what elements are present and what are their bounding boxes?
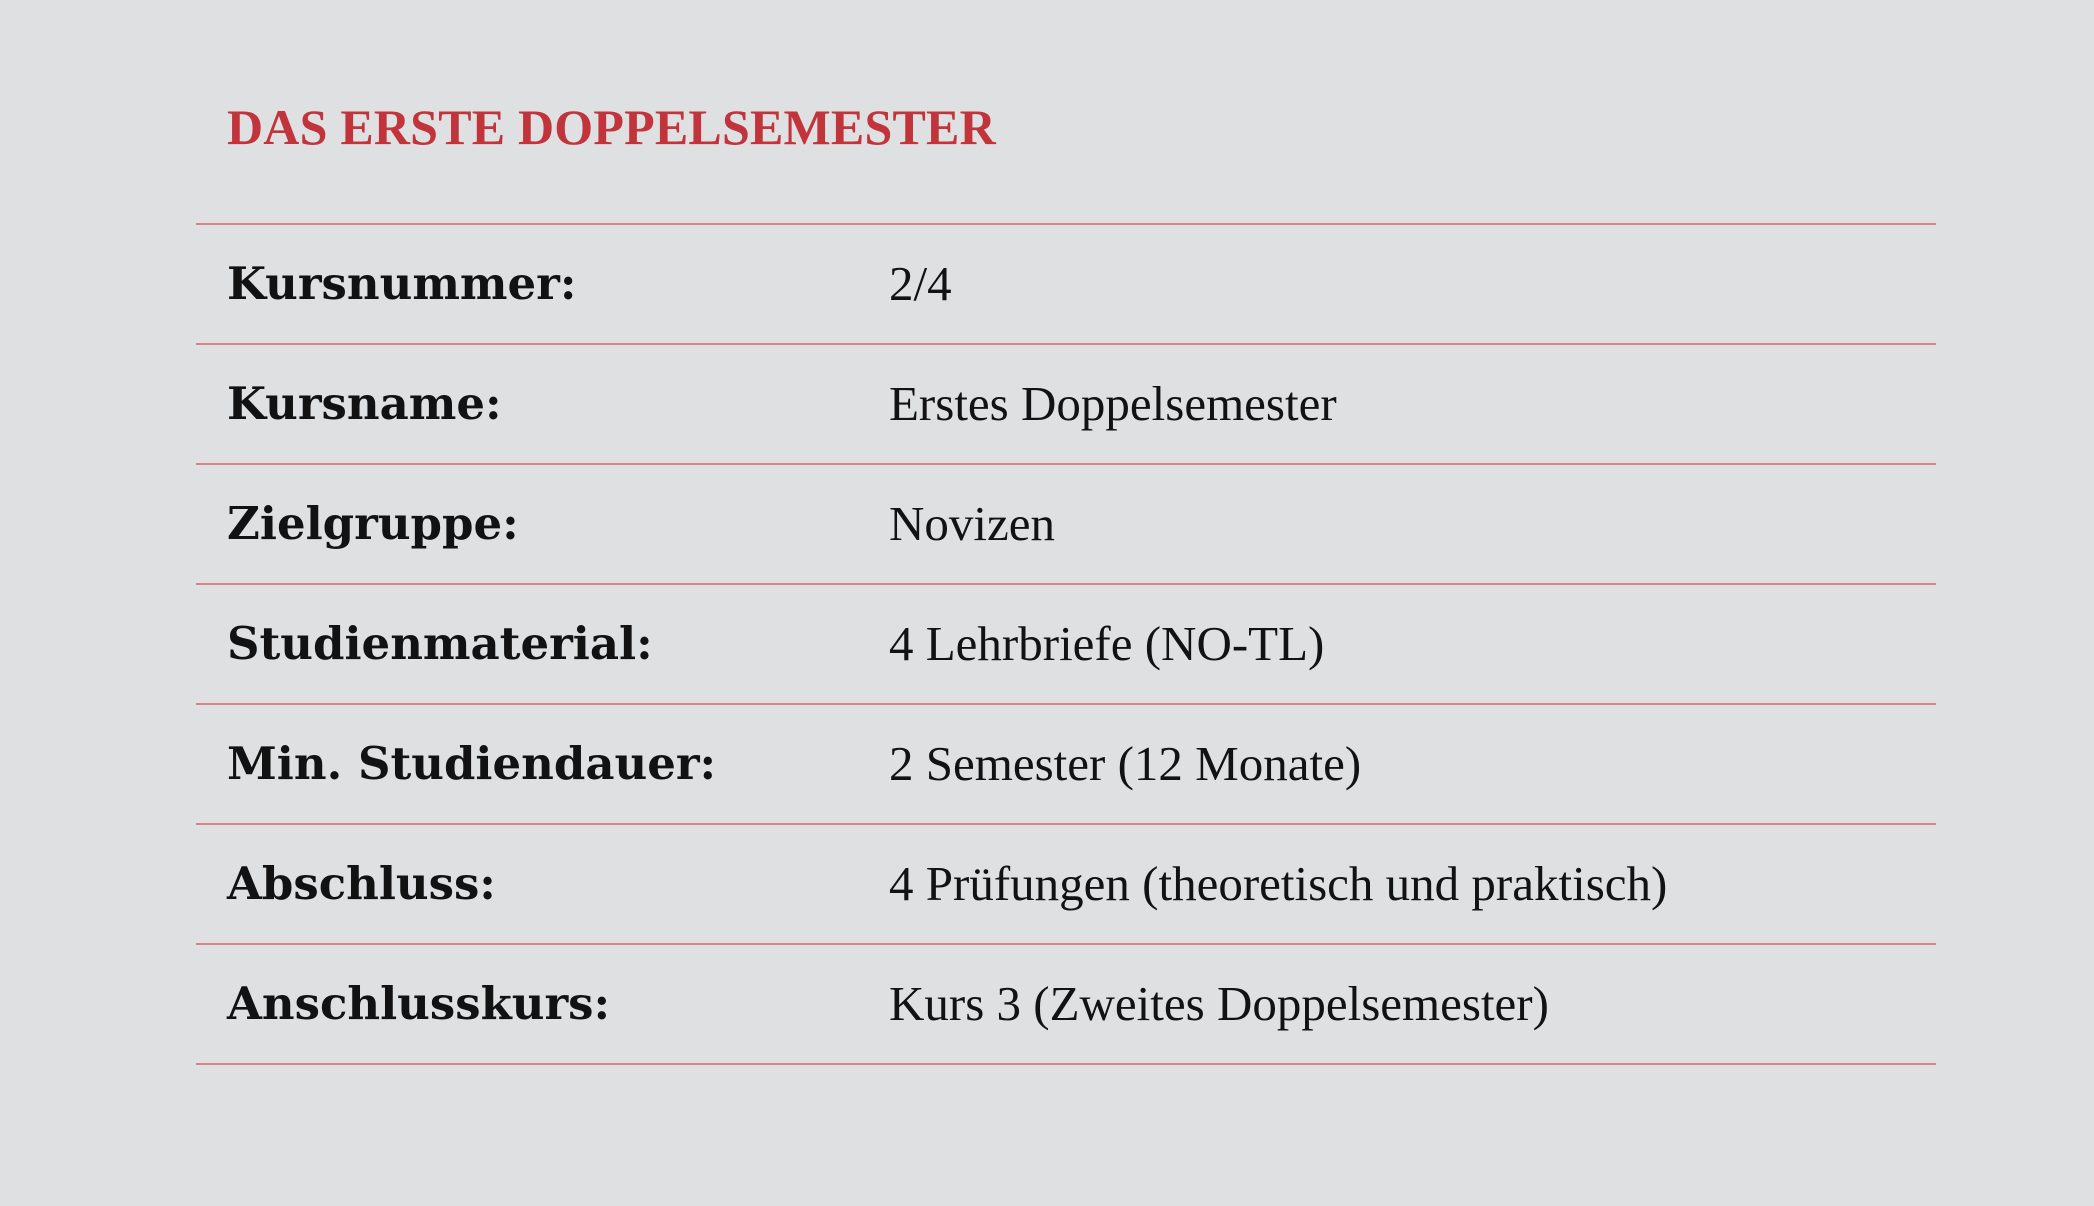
row-value: 2/4 <box>889 256 952 311</box>
table-row-target-group <box>196 465 1936 585</box>
row-value: Novizen <box>889 496 1055 551</box>
row-label: Abschluss: <box>227 857 496 910</box>
row-label: Min. Studiendauer: <box>227 737 717 790</box>
table-row-completion <box>196 825 1936 945</box>
row-value: Kurs 3 (Zweites Doppelsemester) <box>889 976 1549 1031</box>
table-row-course-number <box>196 225 1936 345</box>
row-label: Kursnummer: <box>227 257 577 310</box>
row-label: Zielgruppe: <box>227 497 519 550</box>
table-row-study-material <box>196 585 1936 705</box>
row-label: Anschlusskurs: <box>227 977 611 1030</box>
row-value: 4 Lehrbriefe (NO-TL) <box>889 616 1325 671</box>
row-value: Erstes Doppelsemester <box>889 376 1337 431</box>
table-row-course-name <box>196 345 1936 465</box>
table-row-min-duration <box>196 705 1936 825</box>
page-title: DAS ERSTE DOPPELSEMESTER <box>227 99 996 155</box>
row-value: 2 Semester (12 Monate) <box>889 736 1362 791</box>
row-value: 4 Prüfungen (theoretisch und praktisch) <box>889 856 1668 911</box>
row-label: Kursname: <box>227 377 502 430</box>
row-label: Studienmaterial: <box>227 617 653 670</box>
course-info-table <box>196 223 1936 1065</box>
table-row-follow-up-course <box>196 945 1936 1065</box>
